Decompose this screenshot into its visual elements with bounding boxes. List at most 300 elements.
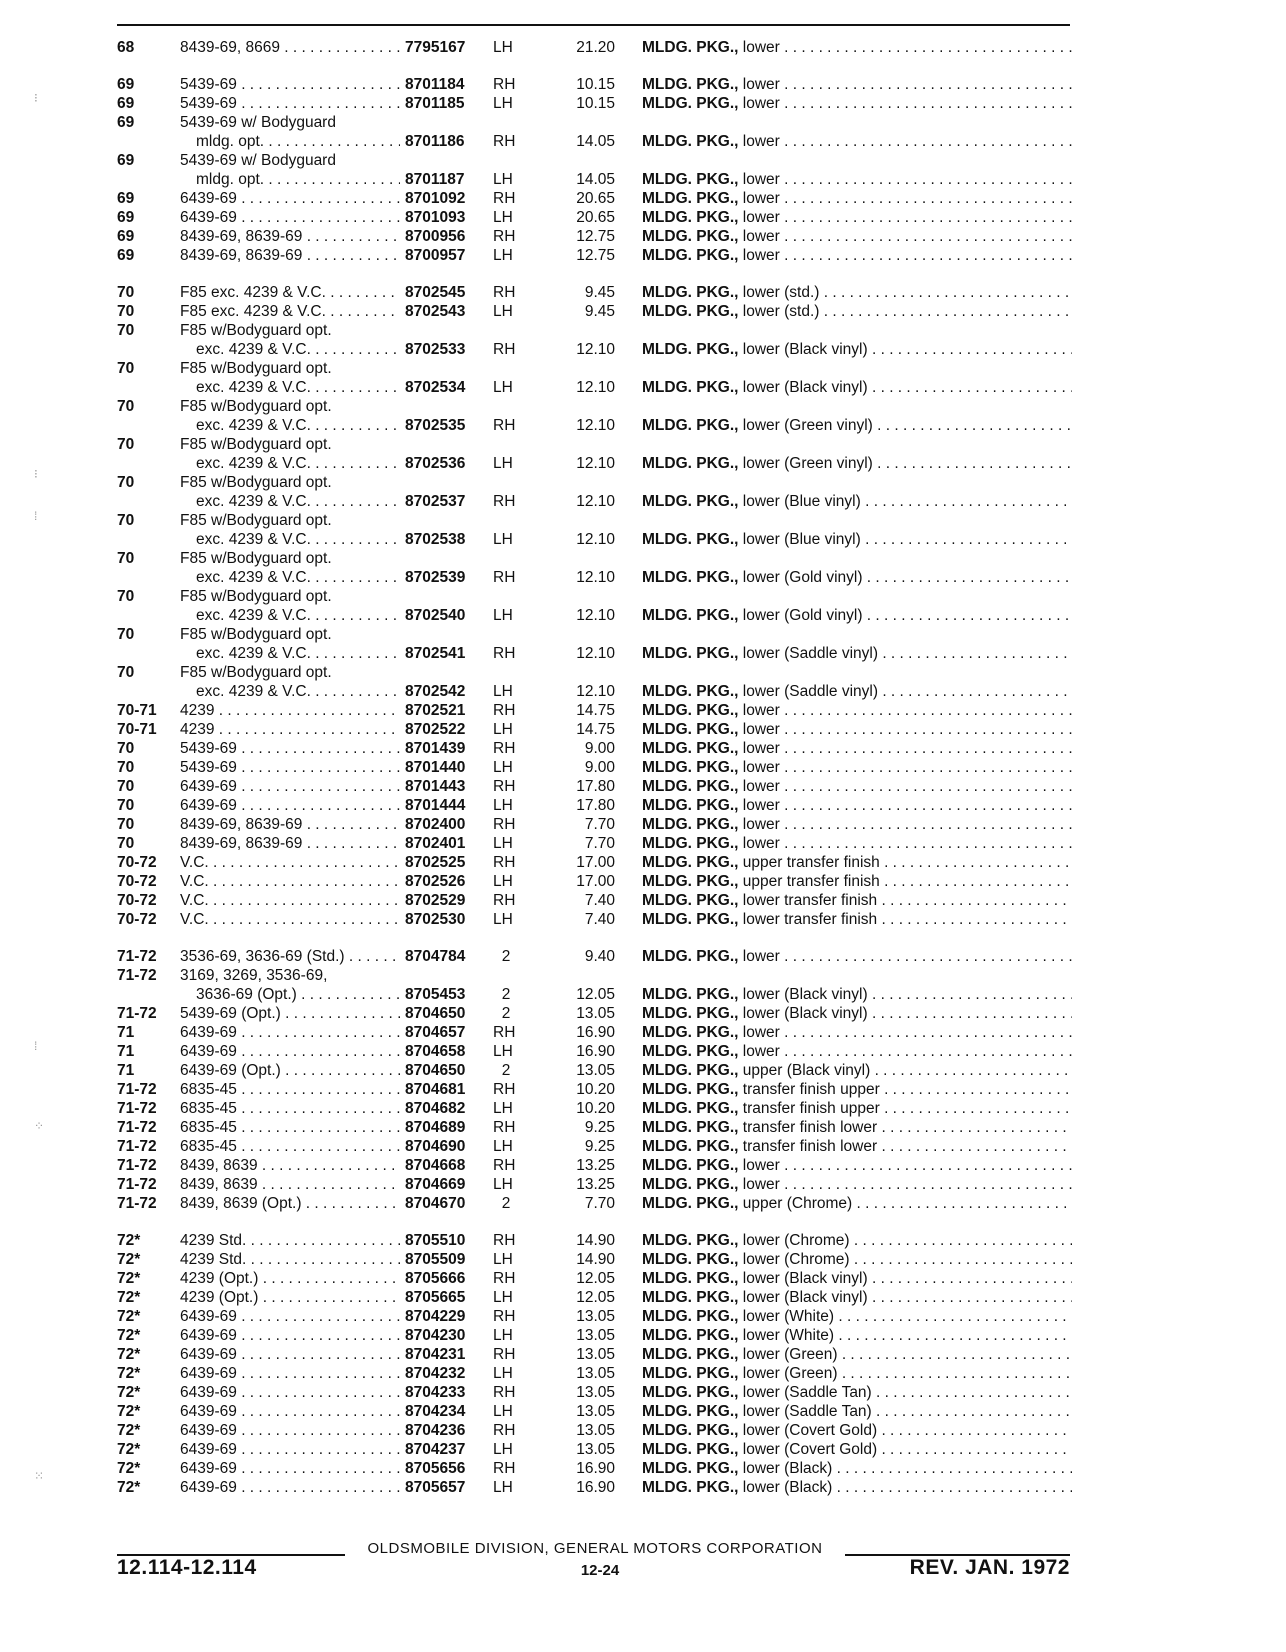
description-text: lower (Saddle Tan) [742,1403,872,1420]
model-cell: V.C. . . . [180,872,400,891]
description-text: lower [742,190,780,207]
year-cell: 69 [117,190,135,207]
description-prefix: MLDG. PKG., [642,683,739,700]
description-cell [642,758,1072,777]
description-prefix: MLDG. PKG., [642,911,739,928]
model-cell: F85 w/Bodyguard opt. [180,398,332,415]
table-row [0,985,1286,1004]
model-cell: 6439-69 . . . [180,1364,400,1383]
table-row [0,758,1286,777]
description-cell [642,1364,1072,1383]
description-cell [642,75,1072,94]
model-cell: 5439-69 . . . [180,94,400,113]
description-prefix: MLDG. PKG., [642,1081,739,1098]
description-prefix: MLDG. PKG., [642,455,739,472]
part-number-cell: 8701443 [405,778,466,795]
model-cell: F85 w/Bodyguard opt. [180,588,332,605]
price-cell: 9.40 [584,948,615,965]
price-cell: 21.20 [576,39,615,56]
description-text: lower [742,1024,780,1041]
model-cell: 6439-69 (Opt.) . . . [180,1061,400,1080]
description-text: lower (std.) [742,284,820,301]
description-prefix: MLDG. PKG., [642,1043,739,1060]
part-number-cell: 8702521 [405,702,466,719]
description-cell [642,227,1072,246]
table-row [0,1156,1286,1175]
year-cell: 70 [117,512,135,529]
table-row [0,1383,1286,1402]
description-cell [642,1421,1072,1440]
description-cell [642,1194,1072,1213]
table-row [0,1402,1286,1421]
model-cell: 4239 (Opt.) . . . [180,1288,400,1307]
description-cell [642,530,1072,549]
table-row-continuation [0,397,1286,416]
part-number-cell: 8704690 [405,1138,466,1155]
description-text: transfer finish upper [742,1081,880,1098]
year-cell: 70 [117,284,135,301]
description-text: lower [742,816,780,833]
description-text: lower (Gold vinyl) [742,607,863,624]
part-number-cell: 8702541 [405,645,466,662]
model-cell: 5439-69 . . . [180,758,400,777]
side-cell: RH [493,645,516,662]
year-cell: 70 [117,759,135,776]
price-cell: 13.25 [576,1157,615,1174]
description-cell [642,796,1072,815]
side-cell: LH [493,39,513,56]
table-row [0,815,1286,834]
description-text: lower (std.) [742,303,820,320]
description-prefix: MLDG. PKG., [642,1005,739,1022]
description-prefix: MLDG. PKG., [642,228,739,245]
part-number-cell: 8702545 [405,284,466,301]
table-row [0,1039,1286,1061]
description-cell [642,492,1072,511]
model-cell: 8439, 8639 . . . [180,1175,400,1194]
description-text: lower (Chrome) [742,1251,850,1268]
side-cell: LH [493,1138,513,1155]
part-number-cell: 8705666 [405,1270,466,1287]
description-text: lower (Green vinyl) [742,455,873,472]
description-prefix: MLDG. PKG., [642,1062,739,1079]
description-text: lower [742,39,780,56]
description-text: lower (Blue vinyl) [742,531,861,548]
description-prefix: MLDG. PKG., [642,1119,739,1136]
year-cell: 70 [117,626,135,643]
table-row [0,227,1286,246]
model-cell: exc. 4239 & V.C. . . . [196,454,400,473]
table-row [0,777,1286,796]
side-cell: LH [493,1043,513,1060]
price-cell: 10.15 [576,95,615,112]
description-prefix: MLDG. PKG., [642,1327,739,1344]
part-number-cell: 8704784 [405,948,466,965]
price-cell: 12.75 [576,247,615,264]
description-text: transfer finish lower [742,1119,878,1136]
model-cell: exc. 4239 & V.C. . . . [196,378,400,397]
model-cell: F85 w/Bodyguard opt. [180,474,332,491]
description-cell [642,1004,1072,1023]
footer-corporation: OLDSMOBILE DIVISION, GENERAL MOTORS CORPORATION [367,1540,823,1557]
year-cell: 70-71 [117,721,157,738]
model-cell: mldg. opt. . . . [196,170,400,189]
part-number-cell: 8702534 [405,379,466,396]
model-cell: 4239 Std. . . . [180,1231,400,1250]
table-row [0,378,1286,397]
description-prefix: MLDG. PKG., [642,1251,739,1268]
price-cell: 14.75 [576,702,615,719]
model-cell: 6439-69 . . . [180,208,400,227]
side-cell: LH [493,873,513,890]
side-cell: 2 [501,986,511,1003]
year-cell: 70 [117,398,135,415]
description-prefix: MLDG. PKG., [642,1289,739,1306]
description-text: lower [742,247,780,264]
description-prefix: MLDG. PKG., [642,1232,739,1249]
part-number-cell: 8704236 [405,1422,466,1439]
price-cell: 13.05 [576,1384,615,1401]
side-cell: 2 [501,1005,511,1022]
table-row [0,1269,1286,1288]
year-cell: 71-72 [117,1195,157,1212]
price-cell: 13.05 [576,1062,615,1079]
part-number-cell: 8704657 [405,1024,466,1041]
description-prefix: MLDG. PKG., [642,645,739,662]
price-cell: 7.70 [584,816,615,833]
table-row [0,454,1286,473]
part-number-cell: 8705656 [405,1460,466,1477]
model-cell: 8439-69, 8639-69 . . . [180,246,400,265]
description-text: lower (Chrome) [742,1232,850,1249]
year-cell: 69 [117,228,135,245]
year-cell: 70 [117,550,135,567]
description-prefix: MLDG. PKG., [642,1270,739,1287]
description-text: lower [742,759,780,776]
description-prefix: MLDG. PKG., [642,1195,739,1212]
description-cell [642,834,1072,853]
description-cell [642,1023,1072,1042]
part-number-cell: 8701092 [405,190,466,207]
price-cell: 13.05 [576,1365,615,1382]
year-cell: 71-72 [117,1119,157,1136]
model-cell: exc. 4239 & V.C. . . . [196,530,400,549]
model-cell: 4239 (Opt.) . . . [180,1269,400,1288]
table-row [0,530,1286,549]
model-cell: V.C. . . . [180,891,400,910]
table-row-continuation [0,113,1286,132]
part-number-cell: 8700956 [405,228,466,245]
part-number-cell: 8704237 [405,1441,466,1458]
description-cell [642,208,1072,227]
description-cell [642,985,1072,1004]
side-cell: RH [493,1346,516,1363]
description-cell [642,454,1072,473]
description-cell [642,872,1072,891]
side-cell: LH [493,209,513,226]
year-cell: 72* [117,1232,141,1249]
description-text: lower [742,76,780,93]
side-cell: RH [493,1081,516,1098]
price-cell: 7.70 [584,1195,615,1212]
table-row [0,132,1286,151]
model-cell: 6835-45 . . . [180,1099,400,1118]
side-cell: RH [493,854,516,871]
price-cell: 13.05 [576,1422,615,1439]
part-number-cell: 8701184 [405,76,465,93]
table-row [0,682,1286,701]
part-number-cell: 8702537 [405,493,466,510]
side-cell: RH [493,228,516,245]
description-prefix: MLDG. PKG., [642,209,739,226]
price-cell: 9.00 [584,740,615,757]
description-text: lower [742,209,780,226]
price-cell: 12.05 [576,1270,615,1287]
description-text: lower [742,133,780,150]
description-prefix: MLDG. PKG., [642,133,739,150]
model-cell: F85 exc. 4239 & V.C. . . . [180,302,400,321]
description-text: transfer finish upper [742,1100,880,1117]
model-cell: 8439-69, 8639-69 . . . [180,227,400,246]
model-cell: exc. 4239 & V.C. . . . [196,568,400,587]
description-prefix: MLDG. PKG., [642,740,739,757]
description-text: lower (Black vinyl) [742,341,868,358]
table-row [0,1080,1286,1099]
side-cell: RH [493,1157,516,1174]
description-prefix: MLDG. PKG., [642,1422,739,1439]
part-number-cell: 8702538 [405,531,466,548]
model-cell: 6835-45 . . . [180,1137,400,1156]
model-cell: F85 w/Bodyguard opt. [180,512,332,529]
model-cell: 6439-69 . . . [180,1383,400,1402]
part-number-cell: 8700957 [405,247,466,264]
table-row-continuation [0,473,1286,492]
description-text: upper (Chrome) [742,1195,853,1212]
description-prefix: MLDG. PKG., [642,1460,739,1477]
description-prefix: MLDG. PKG., [642,1441,739,1458]
table-row [0,189,1286,208]
part-number-cell: 8702540 [405,607,466,624]
description-cell [642,1118,1072,1137]
model-cell: 8439, 8639 . . . [180,1156,400,1175]
description-cell [642,1175,1072,1194]
price-cell: 13.05 [576,1308,615,1325]
price-cell: 12.10 [576,645,615,662]
description-cell [642,1061,1072,1080]
description-prefix: MLDG. PKG., [642,1403,739,1420]
side-cell: RH [493,284,516,301]
price-cell: 13.05 [576,1327,615,1344]
year-cell: 70 [117,360,135,377]
model-cell: exc. 4239 & V.C. . . . [196,644,400,663]
side-cell: LH [493,759,513,776]
description-text: lower transfer finish [742,911,878,928]
part-number-cell: 8701186 [405,133,465,150]
side-cell: LH [493,1176,513,1193]
price-cell: 14.75 [576,721,615,738]
side-cell: LH [493,531,513,548]
part-number-cell: 8702539 [405,569,466,586]
part-number-cell: 8702525 [405,854,466,871]
description-prefix: MLDG. PKG., [642,417,739,434]
side-cell: LH [493,455,513,472]
table-row [0,1231,1286,1250]
table-row-continuation [0,321,1286,340]
model-cell: 6439-69 . . . [180,1345,400,1364]
description-prefix: MLDG. PKG., [642,986,739,1003]
table-row [0,1061,1286,1080]
table-row [0,1307,1286,1326]
description-cell [642,606,1072,625]
description-cell [642,1080,1072,1099]
description-prefix: MLDG. PKG., [642,379,739,396]
description-cell [642,416,1072,435]
description-prefix: MLDG. PKG., [642,721,739,738]
price-cell: 12.10 [576,341,615,358]
side-cell: RH [493,417,516,434]
year-cell: 70 [117,835,135,852]
scan-speck: ⁙ [34,1469,45,1483]
year-cell: 72* [117,1270,141,1287]
side-cell: LH [493,1441,513,1458]
description-cell [642,644,1072,663]
description-text: lower (Covert Gold) [742,1441,878,1458]
model-cell: F85 exc. 4239 & V.C. . . . [180,283,400,302]
table-row [0,1288,1286,1307]
description-prefix: MLDG. PKG., [642,948,739,965]
description-prefix: MLDG. PKG., [642,1308,739,1325]
description-prefix: MLDG. PKG., [642,1365,739,1382]
year-cell: 71-72 [117,948,157,965]
model-cell: 4239 . . . [180,720,400,739]
part-number-cell: 8705665 [405,1289,466,1306]
model-cell: F85 w/Bodyguard opt. [180,626,332,643]
table-row [0,1250,1286,1269]
scan-speck: ⁞ [34,509,38,523]
side-cell: LH [493,247,513,264]
table-row [0,1175,1286,1194]
description-cell [642,1099,1072,1118]
side-cell: LH [493,1403,513,1420]
description-prefix: MLDG. PKG., [642,39,739,56]
part-number-cell: 8701093 [405,209,466,226]
description-text: lower (Black vinyl) [742,986,868,1003]
model-cell: 8439-69, 8639-69 . . . [180,834,400,853]
year-cell: 72* [117,1346,141,1363]
description-text: lower [742,797,780,814]
year-cell: 71-72 [117,1157,157,1174]
part-number-cell: 8702526 [405,873,466,890]
side-cell: LH [493,721,513,738]
model-cell: 6439-69 . . . [180,777,400,796]
description-prefix: MLDG. PKG., [642,778,739,795]
side-cell: RH [493,1308,516,1325]
side-cell: RH [493,816,516,833]
model-cell: F85 w/Bodyguard opt. [180,360,332,377]
table-row [0,492,1286,511]
description-cell [642,170,1072,189]
description-cell [642,947,1072,966]
description-cell [642,910,1072,929]
model-cell: exc. 4239 & V.C. . . . [196,682,400,701]
year-cell: 72* [117,1403,141,1420]
description-cell [642,302,1072,321]
model-cell: 5439-69 w/ Bodyguard [180,152,336,169]
description-text: lower [742,1043,780,1060]
description-cell [642,1345,1072,1364]
description-cell [642,1137,1072,1156]
year-cell: 69 [117,114,135,131]
description-prefix: MLDG. PKG., [642,759,739,776]
price-cell: 16.90 [576,1479,615,1496]
table-row [0,644,1286,663]
price-cell: 12.10 [576,417,615,434]
description-prefix: MLDG. PKG., [642,341,739,358]
table-row [0,872,1286,891]
description-text: lower [742,740,780,757]
description-cell [642,701,1072,720]
scan-speck: ⁝ [34,91,38,105]
side-cell: 2 [501,1195,511,1212]
description-cell [642,1156,1072,1175]
model-cell: F85 w/Bodyguard opt. [180,322,332,339]
price-cell: 16.90 [576,1460,615,1477]
description-cell [642,720,1072,739]
table-row [0,834,1286,853]
part-number-cell: 8704233 [405,1384,466,1401]
side-cell: LH [493,1251,513,1268]
description-prefix: MLDG. PKG., [642,892,739,909]
description-cell [642,189,1072,208]
description-cell [642,1478,1072,1497]
side-cell: LH [493,303,513,320]
side-cell: LH [493,797,513,814]
price-cell: 9.25 [584,1138,615,1155]
year-cell: 72* [117,1422,141,1439]
table-row [0,302,1286,321]
table-row [0,416,1286,435]
price-cell: 9.45 [584,284,615,301]
year-cell: 71-72 [117,1081,157,1098]
part-number-cell: 8704650 [405,1005,466,1022]
description-prefix: MLDG. PKG., [642,702,739,719]
price-cell: 12.10 [576,455,615,472]
year-cell: 71-72 [117,1138,157,1155]
table-row [0,1345,1286,1364]
description-cell [642,853,1072,872]
description-text: lower (Gold vinyl) [742,569,863,586]
table-row [0,1194,1286,1213]
price-cell: 13.05 [576,1403,615,1420]
table-row [0,208,1286,227]
part-number-cell: 8704229 [405,1308,466,1325]
side-cell: RH [493,702,516,719]
description-cell [642,38,1072,57]
side-cell: RH [493,569,516,586]
year-cell: 72* [117,1384,141,1401]
part-number-cell: 8702400 [405,816,466,833]
scan-speck: ⁝ [34,467,38,481]
side-cell: RH [493,493,516,510]
side-cell: 2 [501,1062,511,1079]
description-prefix: MLDG. PKG., [642,95,739,112]
description-prefix: MLDG. PKG., [642,797,739,814]
description-text: lower [742,171,780,188]
description-cell [642,1440,1072,1459]
side-cell: RH [493,1270,516,1287]
description-prefix: MLDG. PKG., [642,569,739,586]
year-cell: 72* [117,1441,141,1458]
